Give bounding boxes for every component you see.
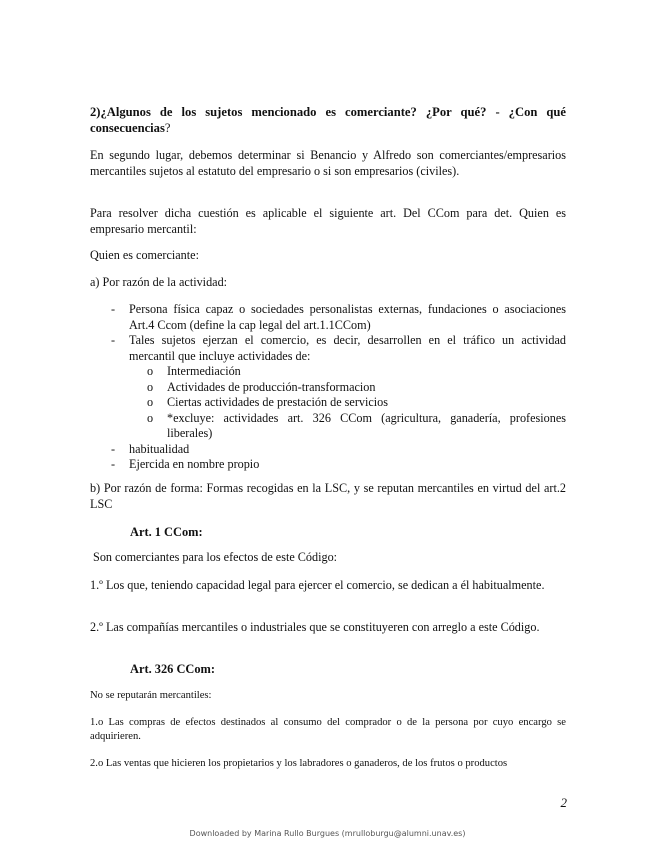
paragraph-form: b) Por razón de forma: Formas recogidas en la LSC, y se reputan mercantiles en virtud del art.2 LSC	[90, 481, 566, 511]
sublist-item: o Intermediación	[129, 364, 566, 380]
paragraph-rule: Para resolver dicha cuestión es aplicable el siguiente art. Del CCom para det. Quien es empresario mercantil:	[90, 206, 566, 236]
art1-item-1: 1.º Los que, teniendo capacidad legal para ejercer el comercio, se dedican a él habitualmente.	[90, 578, 545, 592]
art326-heading: Art. 326 CCom:	[130, 662, 215, 676]
question-end: ?	[164, 121, 171, 135]
art326-intro: No se reputarán mercantiles:	[90, 690, 212, 701]
sublist-item: o Actividades de producción-transformacion	[129, 380, 566, 396]
paragraph-intro: En segundo lugar, debemos determinar si Benancio y Alfredo son comerciantes/empresarios mercantiles sujetos al estatuto del empresario o si son empresarios (civiles).	[90, 148, 566, 178]
paragraph-activity: a) Por razón de la actividad:	[90, 275, 228, 289]
page-number: 2	[560, 795, 567, 810]
paragraph-who: Quien es comerciante:	[90, 248, 199, 262]
requirements-list	[90, 302, 566, 473]
art1-intro: Son comerciantes para los efectos de este Código:	[90, 550, 338, 564]
art1-heading: Art. 1 CCom:	[130, 525, 203, 539]
sublist-item: o Ciertas actividades de prestación de servicios	[129, 395, 566, 411]
art1-item-2: 2.º Las compañías mercantiles o industriales que se constituyeren con arreglo a este Código.	[90, 620, 540, 634]
question-heading	[90, 104, 566, 136]
list-item-text: Tales sujetos ejerzan el comercio, es decir, desarrollen en el tráfico un actividad mercantil que incluye actividades de:	[129, 333, 566, 363]
art326-item-2: 2.o Las ventas que hicieren los propietarios y los labradores o ganaderos, de los frutos o productos	[90, 758, 508, 769]
question-title: 2)¿Algunos de los sujetos mencionado es comerciante? ¿Por qué? - ¿Con qué consecuencias	[90, 105, 566, 135]
list-item: - Persona física capaz o sociedades personalistas externas, fundaciones o asociaciones Art.4 Ccom (define la cap legal del art.1.1CCom)	[90, 302, 566, 333]
activities-sublist	[129, 364, 566, 442]
list-item: - Ejercida en nombre propio	[90, 457, 566, 473]
list-item: - habitualidad	[90, 442, 566, 458]
art326-item-1: 1.o Las compras de efectos destinados al consumo del comprador o de la persona por cuyo encargo se adquirieren.	[90, 717, 566, 742]
list-item	[90, 333, 566, 442]
sublist-item: o *excluye: actividades art. 326 CCom (agricultura, ganadería, profesiones liberales)	[129, 411, 566, 442]
download-footer: Downloaded by Marina Rullo Burgues (mrulloburgu@alumni.unav.es)	[189, 829, 466, 838]
